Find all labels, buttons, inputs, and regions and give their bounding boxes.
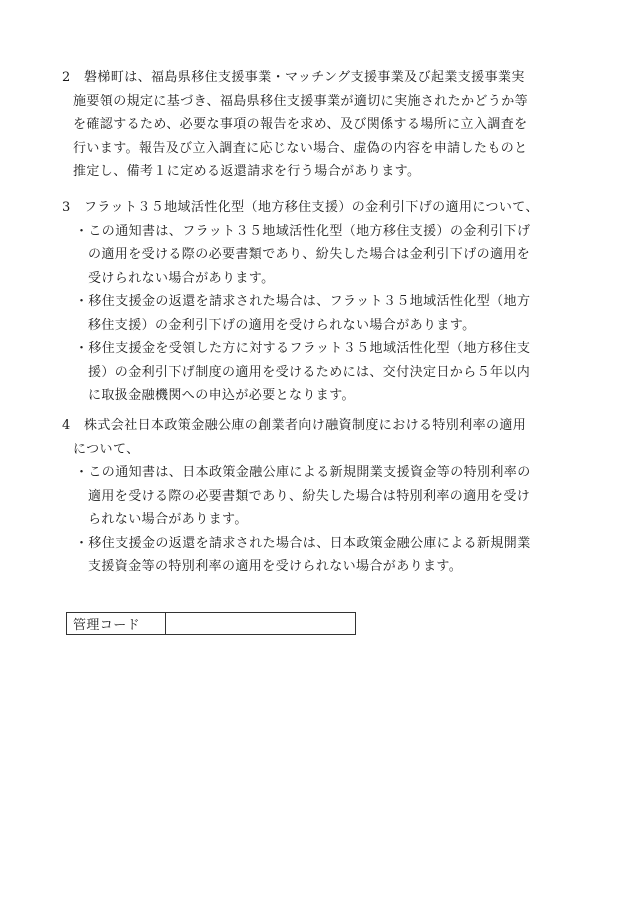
bullet-line: ・この通知書は、日本政策金融公庫による新規開業支援資金等の特別利率の — [75, 465, 531, 480]
management-code-field[interactable] — [166, 613, 356, 635]
section-number: 4 — [62, 418, 71, 433]
bullet-line: に取扱金融機関への申込が必要となります。 — [88, 388, 355, 403]
section-3-heading — [62, 196, 572, 220]
section-2 — [62, 66, 572, 184]
management-code-label: 管理コード — [67, 613, 166, 635]
paragraph-line: 行います。報告及び立入調査に応じない場合、虚偽の内容を申請したものと — [73, 140, 528, 156]
bullet-line: 支援資金等の特別利率の適用を受けられない場合があります。 — [88, 559, 463, 574]
paragraph-line: 推定し、備考１に定める返還請求を行う場合があります。 — [73, 164, 421, 179]
bullet-line: ・移住支援金の返還を請求された場合は、フラット３５地域活性化型（地方 — [75, 294, 531, 309]
section-2-first-line — [62, 66, 572, 90]
section-heading: 株式会社日本政策金融公庫の創業者向け融資制度における特別利率の適用 — [84, 418, 527, 433]
section-3 — [62, 196, 572, 408]
paragraph-line: を確認するため、必要な事項の報告を求め、及び関係する場所に立入調査を — [73, 117, 528, 132]
bullet-line: 受けられない場合があります。 — [88, 270, 275, 286]
bullet-line: 適用を受ける際の必要書類であり、紛失した場合は特別利率の適用を受け — [88, 488, 531, 504]
bullet-line: の適用を受ける際の必要書類であり、紛失した場合は金利引下げの適用を — [88, 247, 531, 262]
section-heading: について、 — [73, 441, 140, 457]
paragraph-line: 磐梯町は、福島県移住支援事業・マッチング支援事業及び起業支援事業実 — [84, 70, 525, 85]
bullet-line: られない場合があります。 — [88, 512, 248, 527]
section-number: 3 — [62, 200, 71, 215]
section-4-heading — [62, 414, 572, 438]
bullet-line: ・移住支援金の返還を請求された場合は、日本政策金融公庫による新規開業 — [75, 535, 531, 551]
paragraph-line: 施要領の規定に基づき、福島県移住支援事業が適切に実施されたかどうか等 — [73, 93, 529, 109]
bullet-line: 援）の金利引下げ制度の適用を受けるためには、交付決定日から５年以内 — [88, 364, 531, 380]
section-4 — [62, 414, 572, 579]
table-row — [67, 613, 356, 635]
management-code-table — [66, 612, 356, 635]
bullet-line: 移住支援）の金利引下げの適用を受けられない場合があります。 — [88, 317, 476, 333]
section-heading: フラット３５地域活性化型（地方移住支援）の金利引下げの適用について、 — [84, 200, 539, 215]
section-number: 2 — [62, 70, 71, 85]
bullet-line: ・移住支援金を受領した方に対するフラット３５地域活性化型（地方移住支 — [75, 341, 531, 356]
bullet-line: ・この通知書は、フラット３５地域活性化型（地方移住支援）の金利引下げ — [75, 223, 531, 239]
